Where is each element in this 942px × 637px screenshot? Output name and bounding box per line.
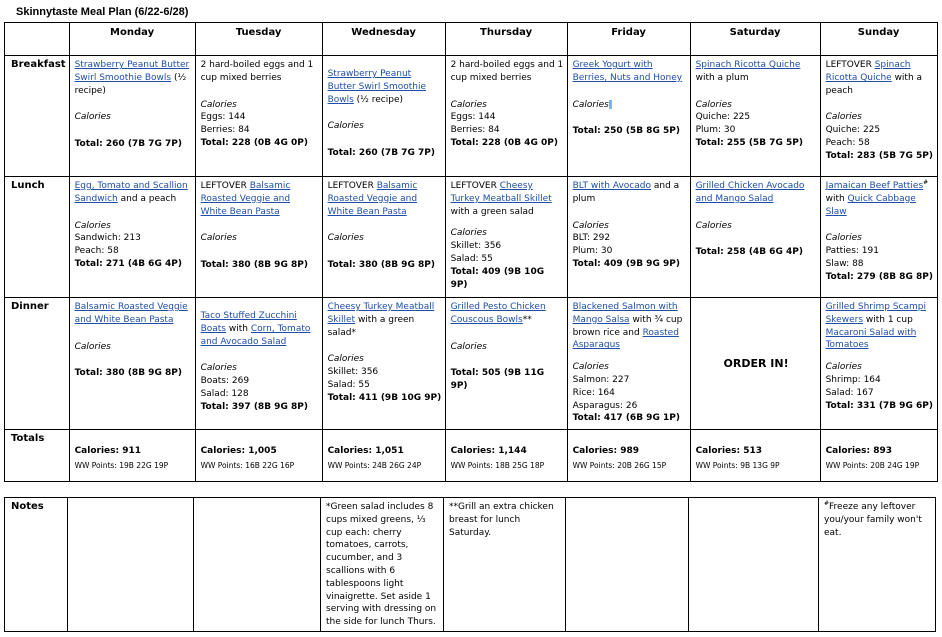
lunch-monday [69,177,195,298]
recipe-link[interactable]: Taco Stuffed Zucchini Boats [200,311,297,334]
day-calories: Calories: 513 [695,446,763,456]
page-title: Skinnytaste Meal Plan (6/22-6/28) [16,6,189,18]
day-header-wednesday: Wednesday [322,23,445,56]
meal-text: 2 hard-boiled eggs and 1 cup mixed berries [200,60,314,83]
row-label-dinner: Dinner [5,298,70,430]
day-header-saturday: Saturday [690,23,820,56]
recipe-link[interactable]: Grilled Pesto Chicken Couscous Bowls [450,302,546,325]
meal-note: with [825,193,848,204]
meal-total: Total: 380 (8B 9G 8P) [200,260,308,271]
meal-total: Total: 260 (7B 7G 7P) [327,148,435,159]
calories-label: Calories [825,362,862,373]
breakfast-tuesday [195,56,322,177]
corner-cell [5,23,70,56]
calories-label: Calories [450,99,487,110]
meal-total: Total: 279 (8B 8G 8P) [825,271,933,282]
calorie-line: Sandwich: 213 [74,233,141,244]
breakfast-saturday [690,56,820,177]
row-label-notes: Notes [5,498,68,632]
text-cursor-highlight: | [608,99,612,109]
totals-thursday [445,430,567,482]
leftover-label: LEFTOVER [450,181,497,191]
day-header-tuesday: Tuesday [195,23,322,56]
calorie-line: Eggs: 144 [450,112,496,123]
row-label-totals: Totals [5,430,70,482]
recipe-link[interactable]: Cheesy Turkey Meatball Skillet [327,302,435,325]
day-calories: Calories: 911 [74,446,142,456]
calorie-line: Salad: 55 [450,253,493,264]
lunch-saturday [690,177,820,298]
recipe-link[interactable]: Grilled Shrimp Scampi Skewers [825,302,926,325]
meal-total: Total: 260 (7B 7G 7P) [74,139,182,150]
leftover-label: LEFTOVER [825,60,872,70]
calories-label: Calories [327,121,364,132]
totals-saturday [690,430,820,482]
dinner-sunday [820,298,937,430]
totals-friday [567,430,690,482]
leftover-label: LEFTOVER [327,181,374,191]
calories-label: Calories [327,233,364,244]
calorie-line: BLT: 292 [572,233,611,244]
meal-total: Total: 505 (9B 11G 9P) [450,368,545,392]
calories-label: Calories [825,233,862,244]
calories-label: Calories [572,220,609,231]
calorie-line: Rice: 164 [572,387,615,398]
notes-tuesday [194,498,321,632]
meal-note: with a plum [695,72,749,83]
ww-points: WW Points: 18B 25G 18P [450,460,545,470]
notes-saturday [689,498,819,632]
calories-label: Calories [695,220,732,231]
meal-total: Total: 228 (0B 4G 0P) [200,137,308,148]
breakfast-row [5,56,938,177]
recipe-link-side[interactable]: Roasted Asparagus [572,327,679,351]
note-text: Freeze any leftover you/your family won't eat. [824,502,922,538]
meal-note: with a green salad* [327,314,415,338]
recipe-link[interactable]: Greek Yogurt with Berries, Nuts and Honey [572,60,683,83]
calorie-line: Eggs: 144 [200,112,246,123]
meal-total: Total: 258 (4B 6G 4P) [695,247,803,258]
notes-table [4,497,936,632]
meal-total: Total: 331 (7B 9G 6P) [825,400,933,411]
day-header-sunday: Sunday [820,23,937,56]
ww-points: WW Points: 24B 26G 24P [327,460,422,470]
calories-label: Calories [74,220,111,231]
lunch-wednesday [322,177,445,298]
calorie-line: Salmon: 227 [572,374,630,385]
recipe-link[interactable]: Spinach Ricotta Quiche [825,60,911,83]
calorie-line: Skillet: 356 [450,241,502,252]
ww-points: WW Points: 16B 22G 16P [200,460,295,470]
meal-total: Total: 228 (0B 4G 0P) [450,137,558,148]
meal-note: with a green salad [450,206,534,217]
dinner-saturday-order-in: ORDER IN! [690,298,820,430]
calories-label: Calories [695,99,732,110]
meal-total: Total: 409 (9B 9G 9P) [572,258,680,269]
breakfast-friday [567,56,690,177]
calories-label: Calories [825,112,862,123]
day-calories: Calories: 893 [825,446,893,456]
meal-total: Total: 283 (5B 7G 5P) [825,150,933,161]
meal-note: with 1 cup [863,314,913,325]
row-label-lunch: Lunch [5,177,70,298]
calories-label: Calories [450,228,487,239]
recipe-link[interactable]: Spinach Ricotta Quiche [695,60,801,70]
calories-label: Calories [327,354,364,365]
meal-total: Total: 397 (8B 9G 8P) [200,401,308,412]
notes-monday [68,498,194,632]
recipe-link[interactable]: Grilled Chicken Avocado and Mango Salad [695,181,805,204]
recipe-link-side[interactable]: Quick Cabbage Slaw [825,193,916,217]
lunch-row [5,177,938,298]
lunch-tuesday [195,177,322,298]
notes-row [5,498,936,632]
totals-sunday [820,430,937,482]
notes-thursday: **Grill an extra chicken breast for lunch Saturday. [444,498,566,632]
calorie-line: Boats: 269 [200,376,250,387]
lunch-thursday [445,177,567,298]
calorie-line: Skillet: 356 [327,367,379,378]
recipe-link[interactable]: Jamaican Beef Patties [825,181,924,191]
recipe-link[interactable]: Cheesy Turkey Meatball Skillet [450,181,552,204]
meal-total: Total: 417 (6B 9G 1P) [572,413,680,424]
calories-label: Calories [74,341,111,352]
dinner-tuesday [195,298,322,430]
notes-wednesday: *Green salad includes 8 cups mixed greens, ⅓ cup each: cherry tomatoes, carrots, cucumber, and 3 scallions with 6 tablespoons light vinaigrette. Set aside 1 serving with dressing on the side for lunch Thurs. [321,498,444,632]
calorie-line: Slaw: 88 [825,258,864,269]
totals-monday [69,430,195,482]
meal-total: Total: 380 (8B 9G 8P) [74,368,182,379]
lunch-sunday [820,177,937,298]
recipe-link[interactable]: Balsamic Roasted Veggie and White Bean Pasta [327,181,418,217]
calories-label: Calories [572,99,609,110]
meal-total: Total: 271 (4B 6G 4P) [74,258,182,269]
breakfast-wednesday [322,56,445,177]
calorie-line: Plum: 30 [572,246,613,257]
day-calories: Calories: 1,144 [450,446,527,456]
meal-total: Total: 255 (5B 7G 5P) [695,137,803,148]
ww-points: WW Points: 9B 13G 9P [695,460,780,470]
day-calories: Calories: 1,051 [327,446,404,456]
calories-label: Calories [450,341,487,352]
leftover-label: LEFTOVER [200,181,247,191]
calorie-line: Salad: 55 [327,379,370,390]
meal-total: Total: 409 (9B 10G 9P) [450,266,545,290]
calorie-line: Plum: 30 [695,125,736,136]
totals-tuesday [195,430,322,482]
totals-wednesday [322,430,445,482]
dinner-wednesday [322,298,445,430]
recipe-link[interactable]: Strawberry Peanut Butter Swirl Smoothie Bowls [74,60,190,83]
calorie-line: Peach: 58 [825,137,870,148]
calorie-line: Quiche: 225 [825,125,881,136]
day-calories: Calories: 989 [572,446,640,456]
lunch-friday [567,177,690,298]
meal-note: (½ recipe) [74,72,187,96]
meal-note: (½ recipe) [353,94,404,105]
recipe-link[interactable]: Strawberry Peanut Butter Swirl Smoothie Bowls [327,69,427,105]
recipe-link-side[interactable]: Corn, Tomato and Avocado Salad [200,323,311,347]
meal-total: Total: 411 (9B 10G 9P) [327,392,442,403]
meal-note: with ¾ cup brown rice and [572,314,683,338]
calorie-line: Quiche: 225 [695,112,751,123]
notes-friday [566,498,689,632]
ww-points: WW Points: 19B 22G 19P [74,460,169,470]
footnote-mark: # [824,500,830,507]
calorie-line: Asparagus: 26 [572,400,638,411]
calorie-line: Peach: 58 [74,246,119,257]
meal-plan-table [4,22,938,482]
totals-row [5,430,938,482]
meal-total: Total: 250 (5B 8G 5P) [572,126,680,137]
meal-text: 2 hard-boiled eggs and 1 cup mixed berries [450,60,564,83]
row-label-breakfast: Breakfast [5,56,70,177]
meal-note: and a peach [117,193,177,204]
meal-note: with a peach [825,72,923,96]
calorie-line: Berries: 84 [200,125,250,136]
calorie-line: Salad: 167 [825,387,874,398]
day-header-friday: Friday [567,23,690,56]
ww-points: WW Points: 20B 26G 15P [572,460,667,470]
recipe-link[interactable]: Egg, Tomato and Scallion Sandwich [74,181,188,204]
calorie-line: Patties: 191 [825,246,879,257]
dinner-thursday [445,298,567,430]
calories-label: Calories [200,363,237,374]
recipe-link[interactable]: Balsamic Roasted Veggie and White Bean Pasta [200,181,291,217]
recipe-link[interactable]: BLT with Avocado [572,181,651,191]
breakfast-thursday [445,56,567,177]
day-header-thursday: Thursday [445,23,567,56]
meal-note: ** [522,314,532,325]
recipe-link-side[interactable]: Macaroni Salad with Tomatoes [825,327,917,351]
calories-label: Calories [572,362,609,373]
notes-sunday [819,498,936,632]
breakfast-sunday [820,56,937,177]
calorie-line: Berries: 84 [450,125,500,136]
day-calories: Calories: 1,005 [200,446,277,456]
footnote-mark: # [923,179,929,186]
dinner-friday [567,298,690,430]
meal-note: and a plum [572,181,680,204]
recipe-link[interactable]: Balsamic Roasted Veggie and White Bean Pasta [74,302,188,325]
meal-note: with [226,323,251,334]
dinner-row [5,298,938,430]
header-row [5,23,938,56]
recipe-link[interactable]: Blackened Salmon with Mango Salsa [572,302,678,325]
calories-label: Calories [74,112,111,123]
day-header-monday: Monday [69,23,195,56]
meal-total: Total: 380 (8B 9G 8P) [327,260,435,271]
calorie-line: Shrimp: 164 [825,374,881,385]
breakfast-monday [69,56,195,177]
ww-points: WW Points: 20B 24G 19P [825,460,920,470]
calories-label: Calories [200,233,237,244]
dinner-monday [69,298,195,430]
calorie-line: Salad: 128 [200,388,249,399]
calories-label: Calories [200,99,237,110]
